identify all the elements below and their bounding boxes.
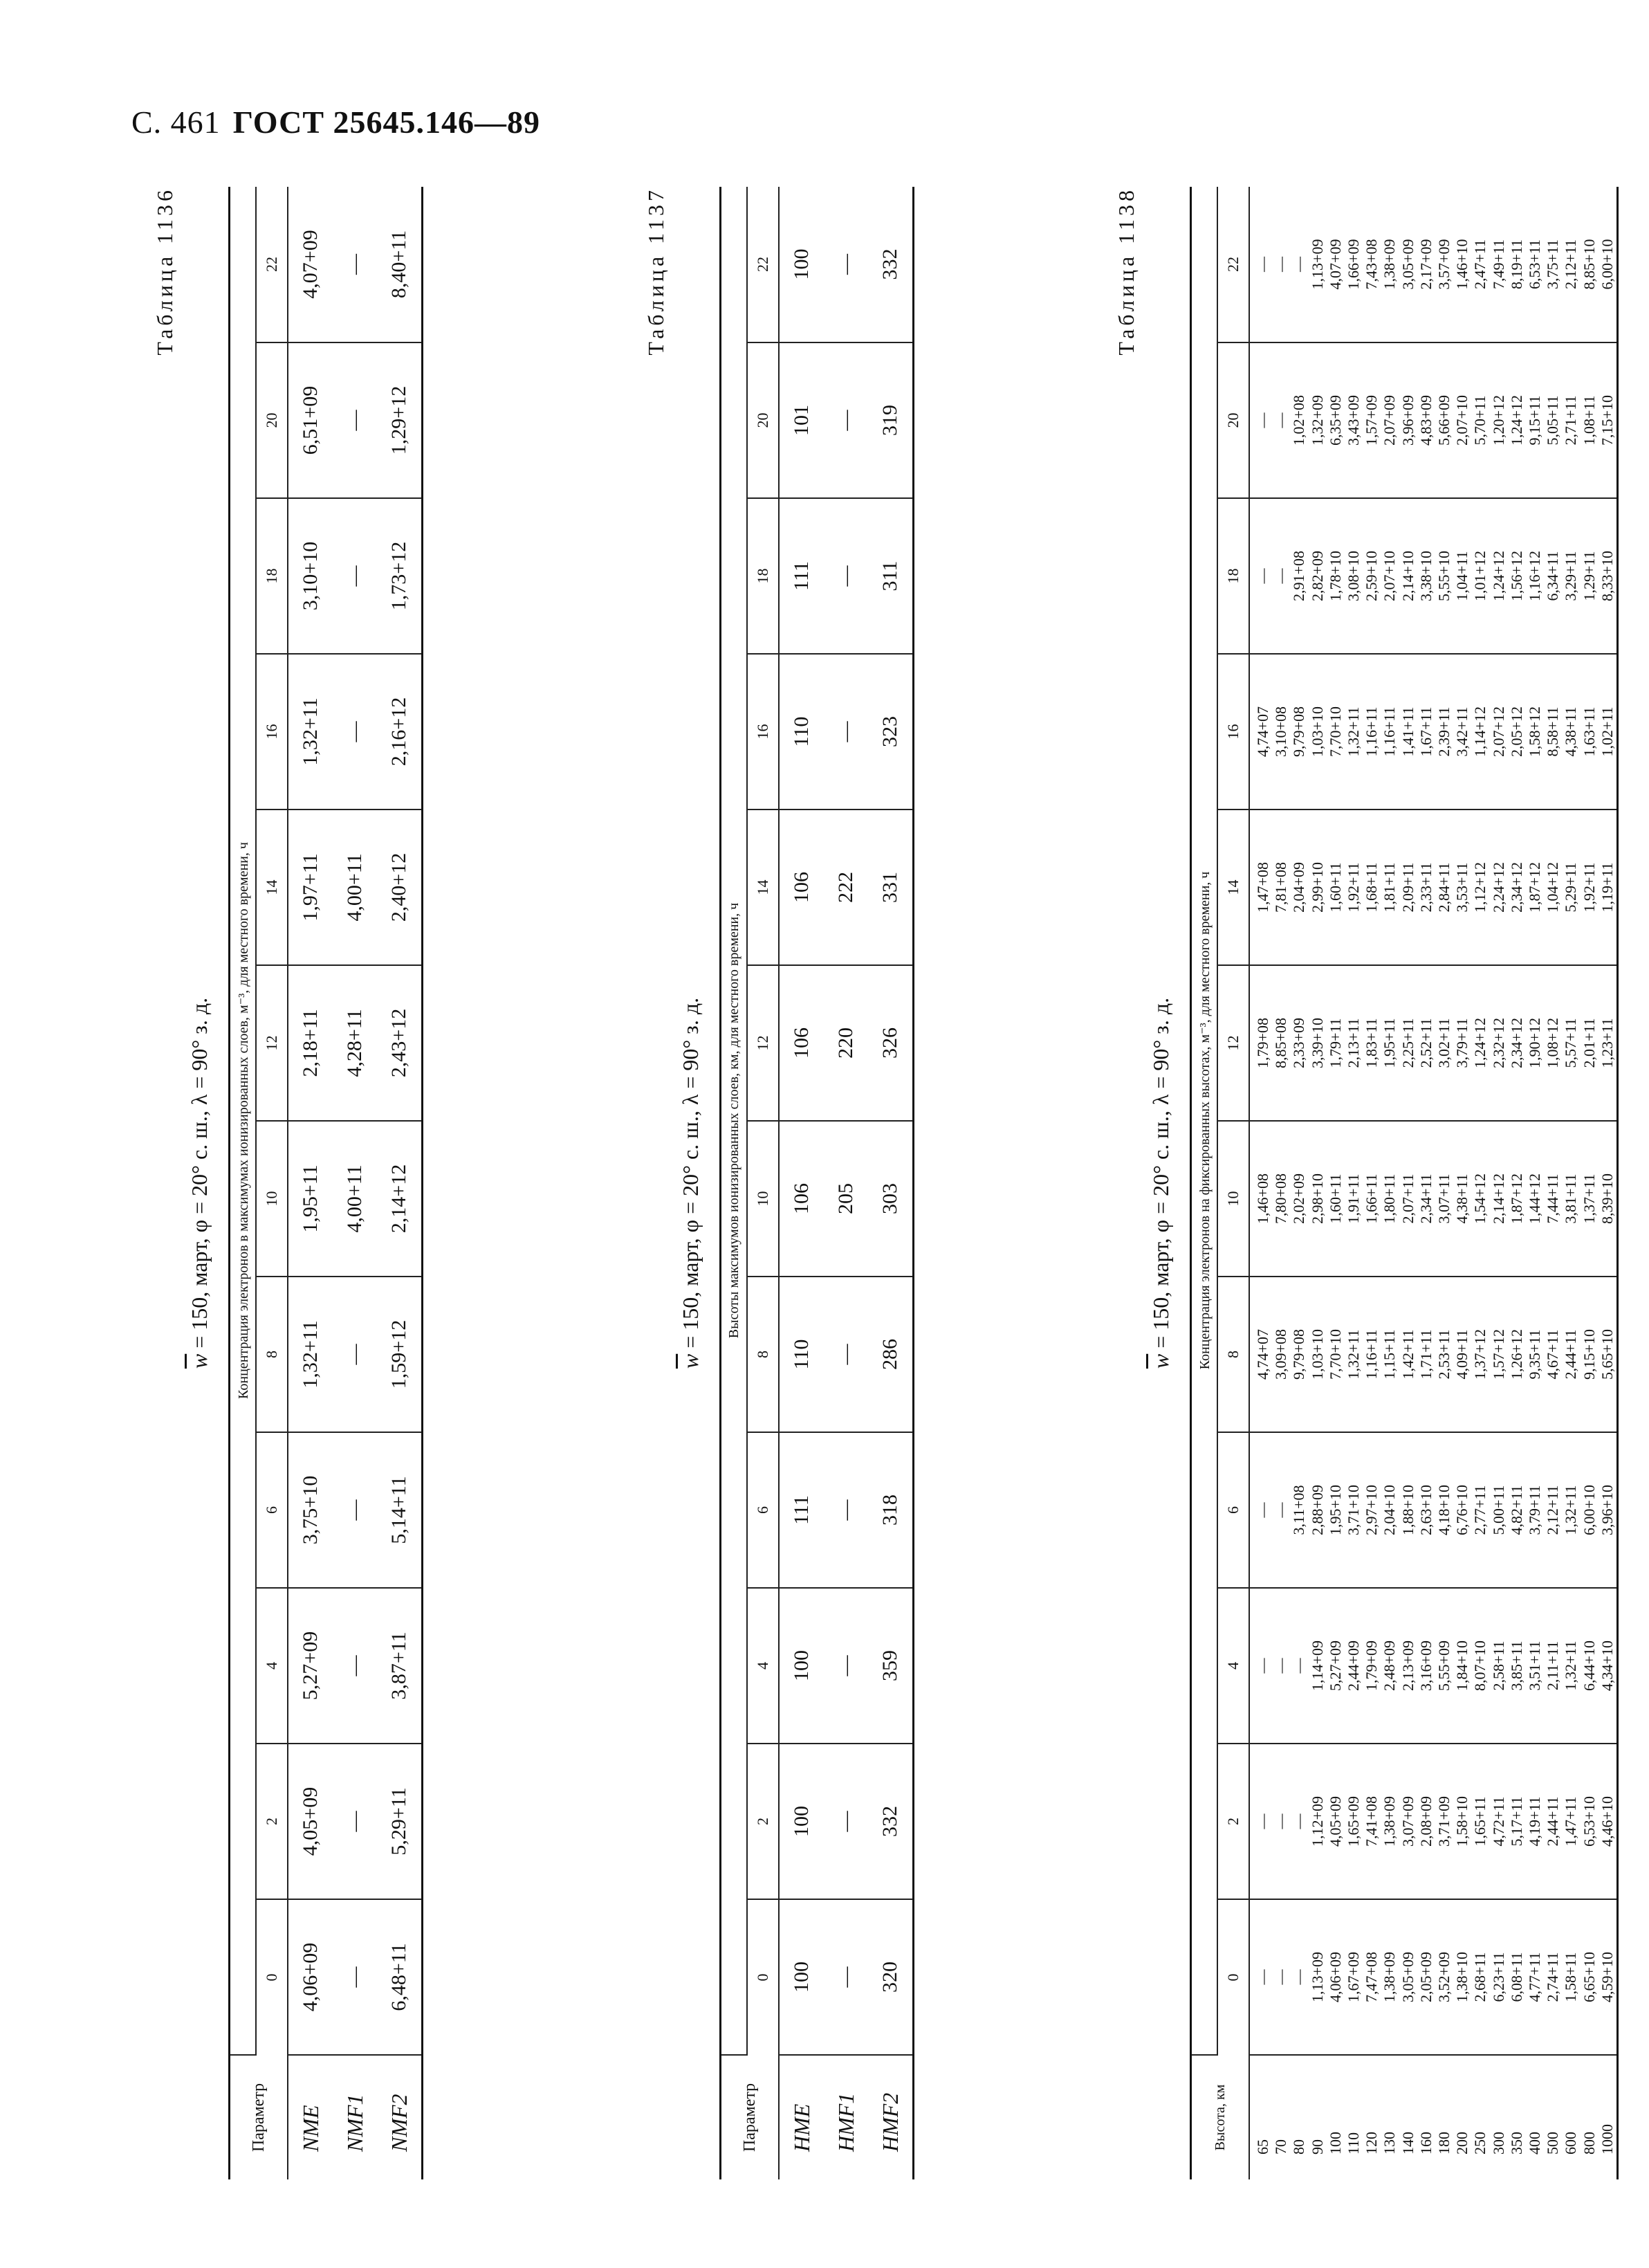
table-cell: 1,32+11 [288, 654, 333, 810]
hour-header: 18 [1217, 498, 1249, 654]
hour-header: 10 [1217, 1121, 1249, 1277]
table-cell: 111 [779, 498, 824, 654]
table-cell: 311 [868, 498, 914, 654]
hour-column: — — — 1,12+09 4,05+09 1,65+09 7,41+08 1,38+09 3,07+09 2,08+09 3,71+09 1,58+10 1,65+11 4,72+11 5,17+11 4,19+11 2,44+11 1,47+11 6,53+10 4,46+10 [1249, 1744, 1618, 1899]
table-cell: 106 [779, 1121, 824, 1277]
table-cell: 8,40+11 [377, 187, 423, 342]
table-1136-block [152, 187, 636, 2179]
hour-header: 4 [256, 1588, 288, 1744]
table-cell: — [333, 654, 377, 810]
hour-header: 22 [747, 187, 779, 342]
table-cell: 5,29+11 [377, 1744, 423, 1899]
table-caption: Таблица 1136 [152, 187, 177, 356]
table-cell: — [333, 342, 377, 498]
table-cell: 220 [824, 965, 868, 1121]
table-cell: — [824, 654, 868, 810]
table-cell: 331 [868, 810, 914, 965]
w-symbol: $\overline{w}$ [678, 1353, 703, 1369]
table-cell: — [333, 1744, 377, 1899]
table-row [868, 187, 914, 2179]
table-cell: 318 [868, 1432, 914, 1588]
height-header: Высота, км [1191, 2055, 1250, 2179]
hour-header: 22 [256, 187, 288, 342]
hour-header: 18 [747, 498, 779, 654]
heights-column: 65 70 80 90 100 110 120 130 140 160 180 200 250 300 350 400 500 600 800 1000 [1249, 2055, 1618, 2179]
table-cell: 222 [824, 810, 868, 965]
hours-row [1217, 187, 1249, 2179]
table-row [779, 187, 824, 2179]
table-cell: 1,97+11 [288, 810, 333, 965]
table-cell: 100 [779, 1588, 824, 1744]
hour-column: — — — 1,13+09 4,07+09 1,66+09 7,43+08 1,38+09 3,05+09 2,17+09 3,57+09 1,46+10 2,47+11 7,49+11 8,19+11 6,53+11 3,75+11 2,12+11 8,85+10 6,00+10 [1249, 187, 1618, 342]
table-cell: — [824, 1588, 868, 1744]
table-row [333, 187, 377, 2179]
table-cell: 2,14+12 [377, 1121, 423, 1277]
table-cell: — [333, 1899, 377, 2055]
table-cell: 106 [779, 965, 824, 1121]
hour-header: 4 [1217, 1588, 1249, 1744]
param-header: Параметр [230, 2055, 288, 2179]
hour-column: 1,46+08 7,80+08 2,02+09 2,98+10 1,60+11 1,91+11 1,66+11 1,80+11 2,07+11 2,34+11 3,07+11 4,38+11 1,54+12 2,14+12 1,87+12 1,44+12 7,44+11 3,81+11 1,37+11 8,39+10 [1249, 1121, 1618, 1277]
table-1137 [719, 187, 914, 2179]
hour-header: 2 [747, 1744, 779, 1899]
hour-column: — — 1,02+08 1,32+09 6,35+09 3,43+09 1,57+09 2,07+09 3,96+09 4,83+09 5,66+09 2,07+10 5,70+11 1,20+12 1,24+12 9,15+11 5,05+11 2,71+11 1,08+11 7,15+10 [1249, 342, 1618, 498]
table-cell: 2,43+12 [377, 965, 423, 1121]
table-cell: 100 [779, 187, 824, 342]
table-body [1249, 187, 1618, 2179]
table-cell: 4,06+09 [288, 1899, 333, 2055]
hour-header: 6 [256, 1432, 288, 1588]
hour-header: 12 [256, 965, 288, 1121]
hour-column: — — 2,91+08 2,82+09 1,78+10 3,08+10 2,59+10 2,07+10 2,14+10 3,38+10 5,55+10 1,04+11 1,01+12 1,24+12 1,56+12 1,16+12 6,34+11 3,29+11 1,29+11 8,33+10 [1249, 498, 1618, 654]
hour-header: 14 [747, 810, 779, 965]
table-cell: 110 [779, 1277, 824, 1432]
param-name: HMF1 [833, 2092, 858, 2152]
table-cell: 4,00+11 [333, 1121, 377, 1277]
table-1136 [228, 187, 423, 2179]
hour-header: 4 [747, 1588, 779, 1744]
title-conditions: = 150, март, φ = 20° с. ш., λ = 90° з. д. [1148, 997, 1173, 1354]
table-cell: — [333, 498, 377, 654]
table-title [187, 187, 212, 2179]
table-title [678, 187, 703, 2179]
table-cell: 332 [868, 1744, 914, 1899]
super-header: Концентрация электронов в максимумах ионизированных слоев, м⁻³, для местного времени, ч [230, 187, 257, 2055]
table-cell: — [824, 498, 868, 654]
hour-column: — — — 1,13+09 4,06+09 1,67+09 7,47+08 1,38+09 3,05+09 2,05+09 3,52+09 1,38+10 2,68+11 6,23+11 6,08+11 4,77+11 2,74+11 1,58+11 6,65+10 4,59+10 [1249, 1899, 1618, 2055]
table-cell: 106 [779, 810, 824, 965]
table-title [1148, 187, 1174, 2179]
hour-header: 6 [747, 1432, 779, 1588]
hour-header: 10 [747, 1121, 779, 1277]
table-cell: 100 [779, 1899, 824, 2055]
table-cell: 205 [824, 1121, 868, 1277]
table-cell: 100 [779, 1744, 824, 1899]
hours-row [747, 187, 779, 2179]
hour-header: 0 [747, 1899, 779, 2055]
super-header: Высоты максимумов ионизированных слоев, км, для местного времени, ч [721, 187, 748, 2055]
param-name: NMF1 [342, 2094, 367, 2152]
hour-header: 16 [256, 654, 288, 810]
table-row [377, 187, 423, 2179]
page-header [131, 104, 540, 140]
table-cell: — [824, 342, 868, 498]
table-cell: — [824, 1899, 868, 2055]
hour-column: 1,79+08 8,85+08 2,33+09 3,39+10 1,79+11 2,13+11 1,83+11 1,95+11 2,25+11 2,52+11 3,02+11 3,79+11 1,24+12 2,32+12 2,34+12 1,90+12 1,08+12 5,57+11 2,01+11 1,23+11 [1249, 965, 1618, 1121]
hour-header: 14 [256, 810, 288, 965]
table-cell: 5,14+11 [377, 1432, 423, 1588]
table-cell: 326 [868, 965, 914, 1121]
table-cell: 1,59+12 [377, 1277, 423, 1432]
table-caption: Таблица 1138 [1114, 187, 1139, 356]
table-cell: 286 [868, 1277, 914, 1432]
table-cell: — [333, 1588, 377, 1744]
table-cell: 320 [868, 1899, 914, 2055]
table-cell: 1,95+11 [288, 1121, 333, 1277]
param-name: HMF2 [868, 2055, 914, 2179]
table-cell: — [333, 187, 377, 342]
hour-header: 16 [1217, 654, 1249, 810]
param-name: NME [297, 2105, 323, 2152]
hour-header: 12 [1217, 965, 1249, 1121]
table-cell: 1,73+12 [377, 498, 423, 654]
hour-column: 4,74+07 3,10+08 9,79+08 1,03+10 7,70+10 1,32+11 1,16+11 1,16+11 1,41+11 1,67+11 2,39+11 3,42+11 1,14+12 2,07+12 2,05+12 1,58+12 8,58+11 4,38+11 1,63+11 1,02+11 [1249, 654, 1618, 810]
table-1137-block [643, 187, 1114, 2179]
table-1138-block [1114, 187, 1639, 2179]
table-cell: 4,05+09 [288, 1744, 333, 1899]
hour-header: 20 [1217, 342, 1249, 498]
table-cell: 2,18+11 [288, 965, 333, 1121]
hour-header: 18 [256, 498, 288, 654]
page-number: С. 461 [131, 104, 221, 140]
w-symbol: $\overline{w}$ [187, 1353, 212, 1369]
hour-header: 2 [256, 1744, 288, 1899]
table-cell: — [333, 1432, 377, 1588]
hour-column: — — 3,11+08 2,88+09 1,95+10 3,71+10 2,97+10 2,04+10 1,88+10 2,63+10 4,18+10 6,76+10 2,77+11 5,00+11 4,82+11 3,79+11 2,12+11 1,32+11 6,00+10 3,96+10 [1249, 1432, 1618, 1588]
title-conditions: = 150, март, φ = 20° с. ш., λ = 90° з. д. [187, 997, 212, 1354]
table-cell: 359 [868, 1588, 914, 1744]
table-cell: — [824, 1432, 868, 1588]
hour-column: 4,74+07 3,09+08 9,79+08 1,03+10 7,70+10 1,32+11 1,16+11 1,15+11 1,42+11 1,71+11 2,53+11 4,09+11 1,37+12 1,57+12 1,26+12 9,35+11 4,67+11 2,44+11 9,15+10 5,65+10 [1249, 1277, 1618, 1432]
hour-header: 6 [1217, 1432, 1249, 1588]
table-cell: — [824, 1277, 868, 1432]
hour-header: 8 [256, 1277, 288, 1432]
hour-header: 8 [747, 1277, 779, 1432]
param-header: Параметр [721, 2055, 780, 2179]
hour-header: 0 [256, 1899, 288, 2055]
hour-header: 2 [1217, 1744, 1249, 1899]
table-cell: 319 [868, 342, 914, 498]
table-cell: 1,32+11 [288, 1277, 333, 1432]
table-cell: 101 [779, 342, 824, 498]
table-cell: 323 [868, 654, 914, 810]
table-cell: 303 [868, 1121, 914, 1277]
hour-header: 16 [747, 654, 779, 810]
hour-header: 20 [256, 342, 288, 498]
table-cell: 110 [779, 654, 824, 810]
table-cell: 3,87+11 [377, 1588, 423, 1744]
table-1138 [1190, 187, 1619, 2179]
standard-code: ГОСТ 25645.146—89 [232, 104, 541, 140]
hours-row [256, 187, 288, 2179]
rotated-content [152, 187, 1639, 2179]
hour-header: 12 [747, 965, 779, 1121]
table-row [288, 187, 333, 2179]
table-cell: 2,16+12 [377, 654, 423, 810]
hour-column: — — — 1,14+09 5,27+09 2,44+09 1,79+09 2,48+09 2,13+09 3,16+09 5,55+09 1,84+10 8,07+10 2,58+11 3,85+11 3,51+11 2,11+11 1,32+11 6,44+10 4,34+10 [1249, 1588, 1618, 1744]
super-header: Концентрация электронов на фиксированных высотах, м⁻³, для местного времени, ч [1191, 187, 1218, 2055]
table-cell: 5,27+09 [288, 1588, 333, 1744]
hour-header: 10 [256, 1121, 288, 1277]
hour-header: 14 [1217, 810, 1249, 965]
table-row [824, 187, 868, 2179]
table-cell: 3,10+10 [288, 498, 333, 654]
hour-header: 0 [1217, 1899, 1249, 2055]
table-cell: 1,29+12 [377, 342, 423, 498]
param-name: NMF2 [377, 2055, 423, 2179]
table-cell: 2,40+12 [377, 810, 423, 965]
table-cell: 4,07+09 [288, 187, 333, 342]
table-caption: Таблица 1137 [643, 187, 668, 356]
hour-header: 8 [1217, 1277, 1249, 1432]
table-cell: — [824, 1744, 868, 1899]
title-conditions: = 150, март, φ = 20° с. ш., λ = 90° з. д. [678, 997, 703, 1354]
w-symbol: $\overline{w}$ [1148, 1353, 1173, 1369]
param-name: HME [789, 2103, 814, 2152]
table-body [779, 187, 914, 2179]
hour-header: 22 [1217, 187, 1249, 342]
hour-column: 1,47+08 7,81+08 2,04+09 2,99+10 1,60+11 1,92+11 1,68+11 1,81+11 2,09+11 2,33+11 2,84+11 3,53+11 1,12+12 2,24+12 2,34+12 1,87+12 1,04+12 5,29+11 1,92+11 1,19+11 [1249, 810, 1618, 965]
table-cell: 6,51+09 [288, 342, 333, 498]
table-cell: 4,00+11 [333, 810, 377, 965]
table-cell: 3,75+10 [288, 1432, 333, 1588]
stacked-row [1249, 187, 1618, 2179]
table-cell: — [824, 187, 868, 342]
hour-header: 20 [747, 342, 779, 498]
table-cell: — [333, 1277, 377, 1432]
table-body [288, 187, 423, 2179]
table-cell: 4,28+11 [333, 965, 377, 1121]
table-cell: 332 [868, 187, 914, 342]
table-cell: 111 [779, 1432, 824, 1588]
table-cell: 6,48+11 [377, 1899, 423, 2055]
